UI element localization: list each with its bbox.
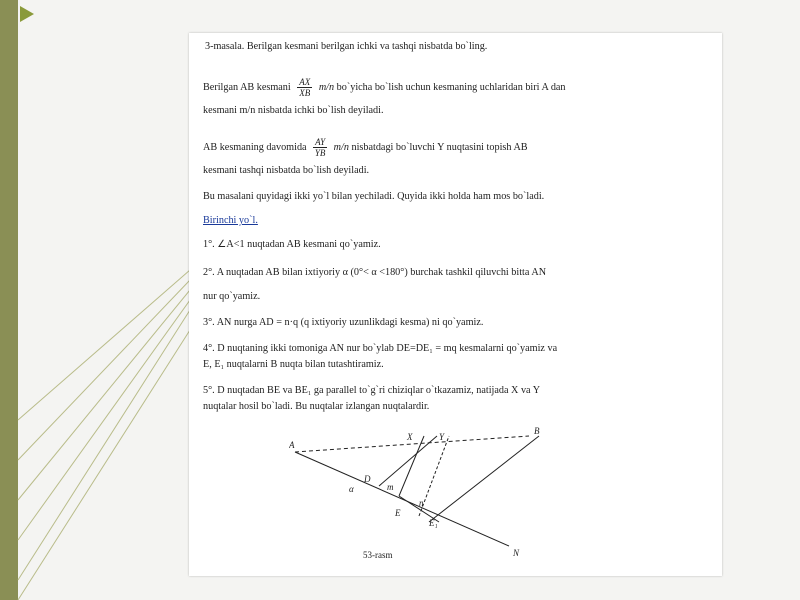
slide-decorative-lines (0, 0, 190, 600)
label-y-top: Y (439, 432, 445, 442)
construction-diagram (289, 426, 649, 571)
line-be (379, 436, 437, 486)
paragraph-line: kesmani m/n nisbatda ichki bo`lish deyiladi. (203, 105, 384, 116)
label-n-small: n (419, 498, 424, 508)
paragraph-line: AB kesmaning davomida $\frac{AY}{YB}$ m/n nisbatdagi bo`luvchi Y nuqtasini topish AB (203, 137, 528, 158)
step-4: 4°. D nuqtaning ikki tomoniga AN nur bo`ylab DE=DE₁ = mq kesmalarni qo`yamiz va (203, 343, 558, 354)
label-m: m (387, 482, 394, 492)
figure-caption: 53-rasm (363, 550, 393, 560)
step-4-cont: E, E₁ nuqtalarni B nuqta bilan tutashtiramiz. (203, 359, 384, 370)
paragraph-line: Berilgan AB kesmani $\frac{AX}{XB}$ m/n bo`yicha bo`lish uchun kesmaning uchlaridan biri A dan (203, 77, 566, 98)
label-e: E (395, 508, 401, 518)
label-b: B (534, 426, 540, 436)
step-2-cont: nur qo`yamiz. (203, 291, 261, 302)
label-e1: E₁ (429, 518, 438, 528)
paragraph-line: kesmani tashqi nisbatda bo`lish deyiladi. (203, 165, 370, 176)
slide-arrow-icon (20, 6, 34, 22)
label-x: X (407, 432, 413, 442)
document-page (189, 33, 722, 576)
label-a: A (289, 440, 295, 450)
problem-title: 3-masala. Berilgan kesmani berilgan ichki va tashqi nisbatda bo`ling. (205, 41, 488, 52)
ratio-formula: $\frac{AY}{YB}$ (314, 137, 326, 158)
step-2: 2°. A nuqtadan AB bilan ixtiyoriy α (0°< α <180°) burchak tashkil qiluvchi bitta AN (203, 267, 547, 278)
step-3: 3°. AN nurga AD = n·q (q ixtiyoriy uzunlikdagi kesma) ni qo`yamiz. (203, 317, 484, 328)
step-5-cont: nuqtalar hosil bo`ladi. Bu nuqtalar izlangan nuqtalardir. (203, 401, 430, 412)
ratio-formula: $\frac{AX}{XB}$ (299, 77, 311, 98)
step-5: 5°. D nuqtadan BE va BE₁ ga parallel to`g`ri chiziqlar o`tkazamiz, natijada X va Y (203, 385, 541, 396)
label-d: D (364, 474, 371, 484)
step-1: 1°. ∠A<1 nuqtadan AB kesmani qo`yamiz. (203, 239, 381, 250)
paragraph-line: Bu masalani quyidagi ikki yo`l bilan yechiladi. Quyida ikki holda ham mos bo`ladi. (203, 191, 545, 202)
method-heading: Birinchi yo`l. (203, 215, 258, 226)
label-alpha: α (349, 484, 354, 494)
line-e1b (429, 436, 539, 522)
label-n: N (513, 548, 520, 558)
